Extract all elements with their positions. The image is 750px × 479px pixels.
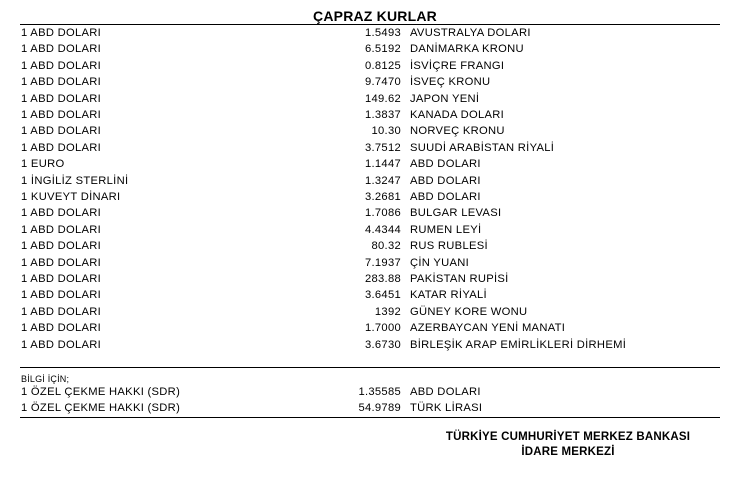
rate-cell: 3.2681: [364, 191, 401, 203]
base-currency-cell: 1 ABD DOLARI: [21, 322, 102, 335]
rate-cell: 7.1937: [364, 256, 401, 269]
rate-cell: 1392: [374, 305, 401, 318]
quote-currency-cell: RUS RUBLESİ: [410, 240, 488, 253]
table-row: [0, 156, 750, 172]
quote-currency-cell: ABD DOLARI: [410, 174, 481, 187]
quote-currency-cell: İSVİÇRE FRANGI: [410, 59, 505, 72]
rate-cell: 9.7470: [364, 76, 401, 89]
table-row: [0, 337, 750, 353]
base-currency-cell: 1 İNGİLİZ STERLİNİ: [21, 174, 129, 187]
rate-cell: 1.35585: [358, 386, 401, 398]
base-currency-cell: 1 ÖZEL ÇEKME HAKKI (SDR): [21, 386, 181, 398]
table-row: [0, 25, 750, 41]
page-title: ÇAPRAZ KURLAR: [313, 8, 437, 24]
quote-currency-cell: İSVEÇ KRONU: [410, 76, 491, 89]
base-currency-cell: 1 ABD DOLARI: [21, 207, 102, 220]
base-currency-cell: 1 ÖZEL ÇEKME HAKKI (SDR): [21, 402, 181, 415]
quote-currency-cell: ABD DOLARI: [410, 191, 481, 203]
table-row: [0, 205, 750, 221]
table-row: [0, 384, 750, 400]
table-row: [0, 238, 750, 254]
quote-currency-cell: KATAR RİYALİ: [410, 289, 487, 302]
quote-currency-cell: DANİMARKA KRONU: [410, 43, 524, 56]
table-row: [0, 400, 750, 416]
quote-currency-cell: AZERBAYCAN YENİ MANATI: [410, 322, 566, 335]
rate-cell: 1.1447: [364, 158, 401, 171]
table-row: [0, 222, 750, 238]
base-currency-cell: 1 ABD DOLARI: [21, 125, 102, 138]
table-row: [0, 173, 750, 189]
quote-currency-cell: BULGAR LEVASI: [410, 207, 502, 220]
table-row: [0, 271, 750, 287]
table-row: [0, 58, 750, 74]
base-currency-cell: 1 ABD DOLARI: [21, 273, 102, 285]
table-row: [0, 123, 750, 139]
base-currency-cell: 1 ABD DOLARI: [21, 109, 102, 121]
issuer-name: TÜRKİYE CUMHURİYET MERKEZ BANKASI: [445, 431, 691, 443]
quote-currency-cell: TÜRK LİRASI: [410, 402, 483, 415]
quote-currency-cell: ÇİN YUANI: [410, 256, 470, 269]
rate-cell: 1.3247: [364, 174, 401, 187]
rate-cell: 283.88: [364, 273, 401, 285]
issuer-footer: [418, 430, 718, 460]
base-currency-cell: 1 ABD DOLARI: [21, 289, 102, 302]
quote-currency-cell: PAKİSTAN RUPİSİ: [410, 273, 509, 285]
rate-cell: 3.7512: [364, 141, 401, 154]
quote-currency-cell: KANADA DOLARI: [410, 109, 505, 121]
table-row: [0, 255, 750, 271]
rate-cell: 1.7000: [364, 322, 401, 335]
table-row: [0, 287, 750, 303]
base-currency-cell: 1 ABD DOLARI: [21, 27, 102, 39]
rate-cell: 10.30: [371, 125, 401, 138]
table-row: [0, 304, 750, 320]
rate-cell: 3.6730: [364, 338, 401, 351]
base-currency-cell: 1 ABD DOLARI: [21, 76, 102, 89]
rate-cell: 1.5493: [364, 27, 401, 39]
rate-cell: 6.5192: [364, 43, 401, 56]
quote-currency-cell: NORVEÇ KRONU: [410, 125, 505, 138]
rate-cell: 3.6451: [364, 289, 401, 302]
base-currency-cell: 1 ABD DOLARI: [21, 338, 102, 351]
base-currency-cell: 1 ABD DOLARI: [21, 240, 102, 253]
base-currency-cell: 1 ABD DOLARI: [21, 305, 102, 318]
quote-currency-cell: AVUSTRALYA DOLARI: [410, 27, 531, 39]
rate-cell: 0.8125: [364, 59, 401, 72]
rate-cell: 80.32: [371, 240, 401, 253]
base-currency-cell: 1 ABD DOLARI: [21, 256, 102, 269]
table-row: [0, 189, 750, 205]
quote-currency-cell: JAPON YENİ: [410, 92, 480, 105]
base-currency-cell: 1 ABD DOLARI: [21, 59, 102, 72]
base-currency-cell: 1 ABD DOLARI: [21, 223, 102, 236]
table-row: [0, 320, 750, 336]
table-row: [0, 41, 750, 57]
base-currency-cell: 1 ABD DOLARI: [21, 43, 102, 56]
rate-cell: 4.4344: [364, 223, 401, 236]
base-currency-cell: 1 ABD DOLARI: [21, 92, 102, 105]
table-row: [0, 74, 750, 90]
table-divider: [20, 367, 720, 368]
issuer-office: İDARE MERKEZİ: [521, 446, 615, 458]
quote-currency-cell: SUUDİ ARABİSTAN RİYALİ: [410, 141, 555, 154]
quote-currency-cell: GÜNEY KORE WONU: [410, 305, 528, 318]
sdr-divider: [20, 417, 720, 418]
base-currency-cell: 1 EURO: [21, 158, 65, 171]
rate-cell: 54.9789: [358, 402, 401, 415]
table-row: [0, 140, 750, 156]
rate-cell: 1.3837: [364, 109, 401, 121]
quote-currency-cell: BİRLEŞİK ARAP EMİRLİKLERİ DİRHEMİ: [410, 338, 627, 351]
quote-currency-cell: RUMEN LEYİ: [410, 223, 482, 236]
base-currency-cell: 1 KUVEYT DİNARI: [21, 191, 121, 203]
rate-cell: 149.62: [364, 92, 401, 105]
quote-currency-cell: ABD DOLARI: [410, 158, 481, 171]
rate-cell: 1.7086: [364, 207, 401, 220]
info-label: BİLGİ İÇİN;: [21, 374, 70, 384]
table-row: [0, 107, 750, 123]
base-currency-cell: 1 ABD DOLARI: [21, 141, 102, 154]
table-row: [0, 91, 750, 107]
quote-currency-cell: ABD DOLARI: [410, 386, 481, 398]
